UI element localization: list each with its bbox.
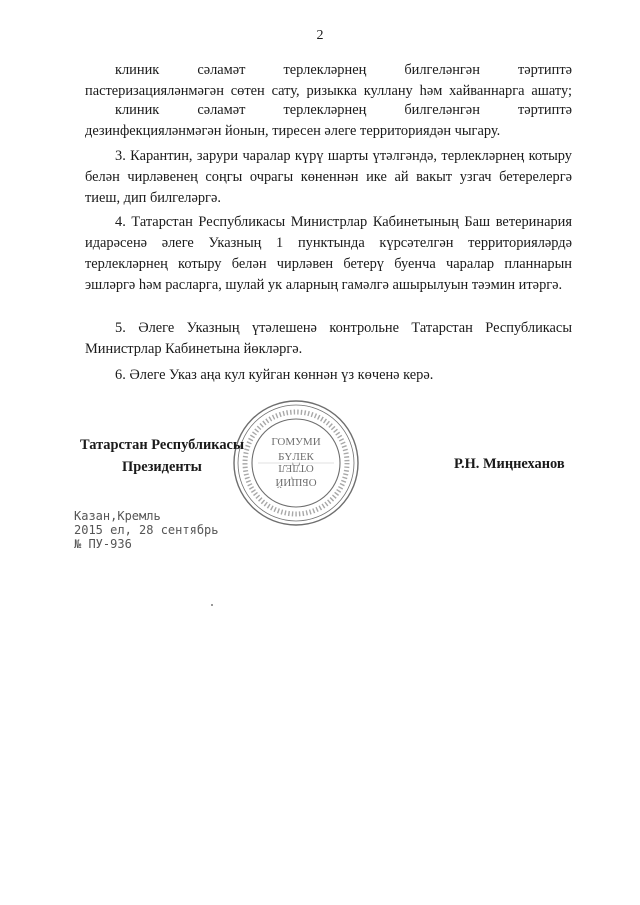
signature-title-line1: Татарстан Республикасы <box>80 437 245 453</box>
registration-stamp <box>74 509 219 551</box>
seal-stamp <box>230 397 362 529</box>
paragraph-disinfection: клиник сәламәт терлекләрнең билгеләнгән тәртиптә дезинфекцияләнмәгән йонын, тиресен әлеге территориядән чыгару. <box>85 102 572 139</box>
paragraph-veterinary: 4. Татарстан Республикасы Министрлар Кабинетының Баш ветеринария идарәсенә әлеге Указның 1 пунктында күрсәтелгән территорияләрдә терлекләрнең котыру белән чирләвен бетерү буенча чаралар планнарын эшләргә һәм расларга, шулай ук аларның гамәлгә ашырылуын тәэмин итәргә. <box>85 214 572 293</box>
seal-text-middle: БҮЛЕК <box>278 451 314 463</box>
paragraph-control: 5. Әлеге Указның үтәлешенә контрольне Татарстан Республикасы Министрлар Кабинетына йөкләргә. <box>85 320 572 357</box>
stamp-city: Казан,Кремль <box>74 509 161 523</box>
stamp-date: 2015 ел, 28 сентябрь <box>74 523 219 537</box>
signature-title-line2: Президенты <box>122 459 202 475</box>
speck-mark <box>211 604 213 606</box>
paragraph-effective: 6. Әлеге Указ аңа кул куйган көннән үз көченә керә. <box>115 367 434 383</box>
seal-text-bottom-2: ОТДЕЛ <box>278 462 314 474</box>
seal-text-top: ГОМУМИ <box>271 436 321 448</box>
page-number: 2 <box>316 28 324 43</box>
paragraph-pasteurization: клиник сәламәт терлекләрнең билгеләнгән тәртиптә пастеризацияләнмәгән сөтен сату, ризыкка куллану һәм хайваннарга ашату; <box>85 62 572 99</box>
paragraph-quarantine: 3. Карантин, зарури чаралар күрү шарты үтәлгәндә, терлекләрнең котыру белән чирләвенең соңгы очрагы көненнән ике ай вакыт узгач бетерелергә тиеш, дип билгеләргә. <box>85 148 572 206</box>
signature-title <box>80 434 244 478</box>
signature-name: Р.Н. Миңнеханов <box>454 456 565 472</box>
stamp-number: № ПУ-936 <box>74 537 132 551</box>
seal-text-bottom: ОБЩИЙ <box>275 476 317 488</box>
